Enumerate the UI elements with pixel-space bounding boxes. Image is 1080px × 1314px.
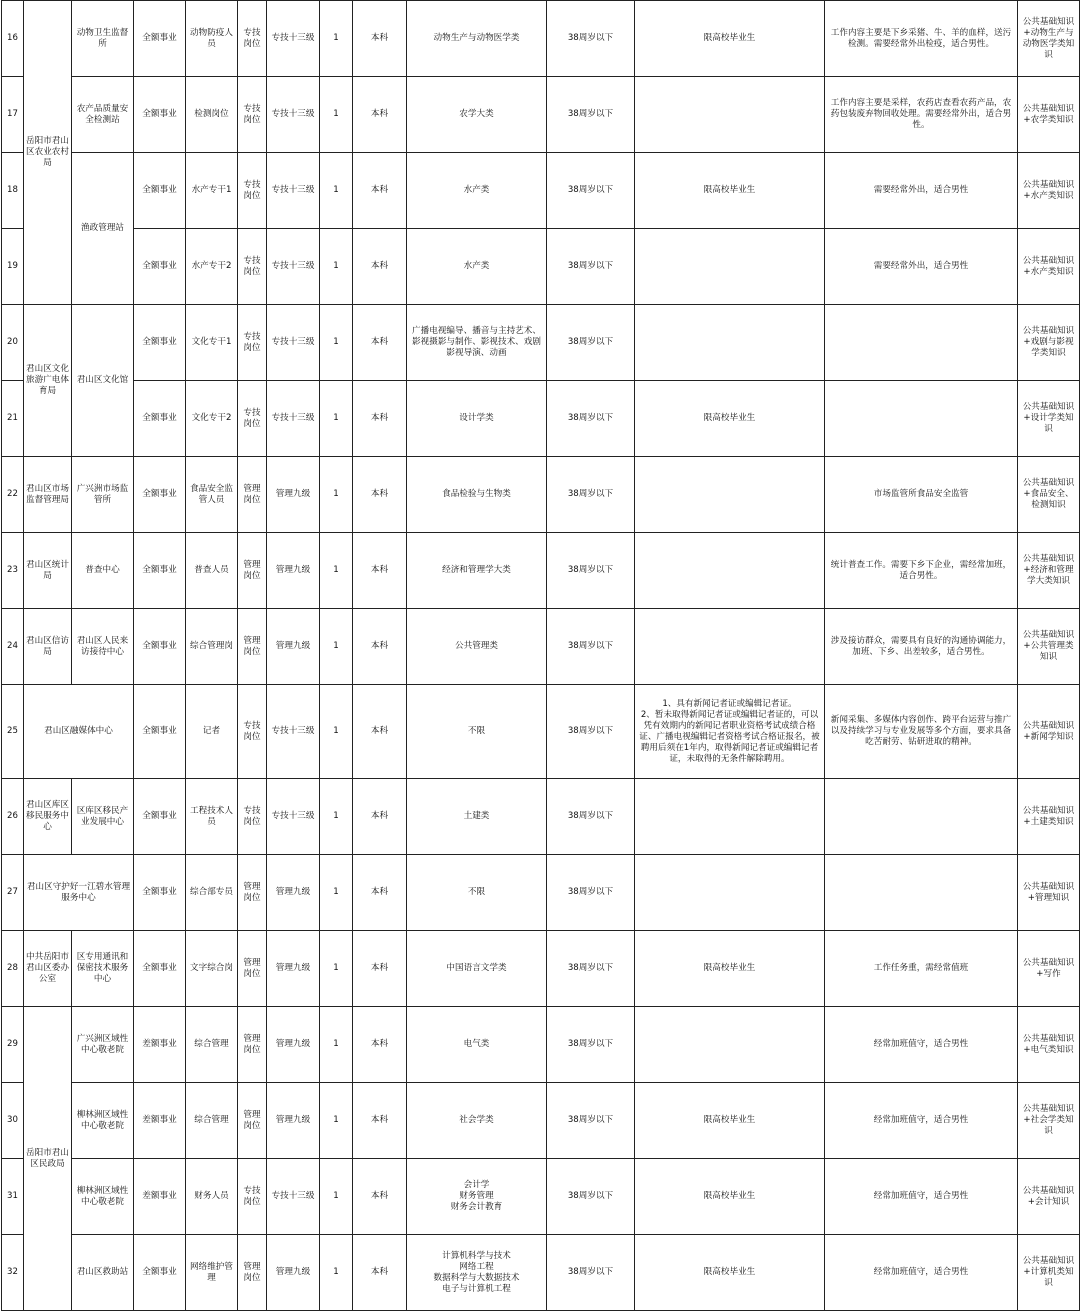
post-name-cell: 普查人员 [186, 533, 238, 609]
exam-cell: 公共基础知识+土建类知识 [1018, 779, 1080, 855]
unit-cell: 柳林洲区域性中心敬老院 [72, 1159, 134, 1235]
note-cell: 统计普查工作。需要下乡下企业，需经常加班，适合男性。 [825, 533, 1018, 609]
exam-cell: 公共基础知识+管理知识 [1018, 855, 1080, 931]
row-number: 31 [2, 1159, 24, 1235]
note-cell: 工作内容主要是下乡采猪、牛、羊的血样，送污检测。需要经常外出检疫，适合男性。 [825, 1, 1018, 77]
count-cell: 1 [320, 305, 353, 381]
education-cell: 本科 [353, 1083, 407, 1159]
major-cell: 会计学 财务管理 财务会计教育 [407, 1159, 547, 1235]
note-cell: 经常加班值守，适合男性 [825, 1007, 1018, 1083]
unit-cell: 柳林洲区域性中心敬老院 [72, 1083, 134, 1159]
post-name-cell: 网络维护管理 [186, 1235, 238, 1311]
table-row [2, 1235, 1080, 1311]
other-requirement-cell [635, 533, 825, 609]
age-cell: 38周岁以下 [547, 305, 635, 381]
age-cell: 38周岁以下 [547, 931, 635, 1007]
post-name-cell: 工程技术人员 [186, 779, 238, 855]
unit-cell: 渔政管理站 [72, 153, 134, 305]
age-cell: 38周岁以下 [547, 533, 635, 609]
row-number: 18 [2, 153, 24, 229]
exam-cell: 公共基础知识+农学类知识 [1018, 77, 1080, 153]
post-name-cell: 综合管理岗 [186, 609, 238, 685]
major-cell: 食品检验与生物类 [407, 457, 547, 533]
education-cell: 本科 [353, 1, 407, 77]
exam-cell: 公共基础知识+公共管理类知识 [1018, 609, 1080, 685]
count-cell: 1 [320, 685, 353, 779]
post-name-cell: 水产专干2 [186, 229, 238, 305]
fund-type-cell: 全额事业 [134, 931, 186, 1007]
count-cell: 1 [320, 77, 353, 153]
fund-type-cell: 差额事业 [134, 1159, 186, 1235]
exam-cell: 公共基础知识+水产类知识 [1018, 229, 1080, 305]
table-row [2, 685, 1080, 779]
unit-cell: 君山区文化馆 [72, 305, 134, 457]
row-number: 22 [2, 457, 24, 533]
major-cell: 计算机科学与技术 网络工程 数据科学与大数据技术 电子与计算机工程 [407, 1235, 547, 1311]
grade-cell: 专技十三级 [267, 1159, 320, 1235]
exam-cell: 公共基础知识+设计学类知识 [1018, 381, 1080, 457]
fund-type-cell: 全额事业 [134, 1235, 186, 1311]
age-cell: 38周岁以下 [547, 457, 635, 533]
table-row [2, 533, 1080, 609]
note-cell: 经常加班值守，适合男性 [825, 1159, 1018, 1235]
table-row [2, 153, 1080, 229]
count-cell: 1 [320, 457, 353, 533]
major-cell: 土建类 [407, 779, 547, 855]
fund-type-cell: 全额事业 [134, 609, 186, 685]
count-cell: 1 [320, 533, 353, 609]
unit-cell: 普查中心 [72, 533, 134, 609]
row-number: 27 [2, 855, 24, 931]
row-number: 21 [2, 381, 24, 457]
other-requirement-cell [635, 305, 825, 381]
post-name-cell: 文字综合岗 [186, 931, 238, 1007]
major-cell: 电气类 [407, 1007, 547, 1083]
exam-cell: 公共基础知识+新闻学知识 [1018, 685, 1080, 779]
exam-cell: 公共基础知识+食品安全、检测知识 [1018, 457, 1080, 533]
note-cell: 涉及接访群众，需要具有良好的沟通协调能力，加班、下乡、出差较多，适合男性。 [825, 609, 1018, 685]
post-type-cell: 专技岗位 [238, 1159, 267, 1235]
row-number: 32 [2, 1235, 24, 1311]
table-row [2, 305, 1080, 381]
age-cell: 38周岁以下 [547, 1083, 635, 1159]
table-row [2, 779, 1080, 855]
other-requirement-cell: 1、具有新闻记者证或编辑记者证。 2、暂未取得新闻记者证或编辑记者证的，可以凭有效期内的新闻记者职业资格考试成绩合格证、广播电视编辑记者资格考试合格证报名，被聘用后须在1年内，取得新闻记者证或编辑记者证，未取得的无条件解除聘用。 [635, 685, 825, 779]
count-cell: 1 [320, 229, 353, 305]
org-cell: 君山区文化旅游广电体育局 [24, 305, 72, 457]
fund-type-cell: 差额事业 [134, 1083, 186, 1159]
org-cell: 君山区信访局 [24, 609, 72, 685]
post-type-cell: 专技岗位 [238, 77, 267, 153]
age-cell: 38周岁以下 [547, 229, 635, 305]
age-cell: 38周岁以下 [547, 153, 635, 229]
row-number: 23 [2, 533, 24, 609]
note-cell: 经常加班值守，适合男性 [825, 1083, 1018, 1159]
org-cell: 岳阳市君山区民政局 [24, 1007, 72, 1311]
grade-cell: 管理九级 [267, 457, 320, 533]
major-cell: 不限 [407, 685, 547, 779]
education-cell: 本科 [353, 533, 407, 609]
post-type-cell: 管理岗位 [238, 1007, 267, 1083]
major-cell: 社会学类 [407, 1083, 547, 1159]
count-cell: 1 [320, 1159, 353, 1235]
fund-type-cell: 全额事业 [134, 229, 186, 305]
row-number: 25 [2, 685, 24, 779]
post-type-cell: 管理岗位 [238, 1083, 267, 1159]
post-type-cell: 管理岗位 [238, 1235, 267, 1311]
major-cell: 经济和管理学大类 [407, 533, 547, 609]
grade-cell: 管理九级 [267, 1007, 320, 1083]
exam-cell: 公共基础知识+电气类知识 [1018, 1007, 1080, 1083]
row-number: 29 [2, 1007, 24, 1083]
post-name-cell: 综合管理 [186, 1007, 238, 1083]
unit-cell: 君山区救助站 [72, 1235, 134, 1311]
post-name-cell: 水产专干1 [186, 153, 238, 229]
table-row [2, 229, 1080, 305]
exam-cell: 公共基础知识+水产类知识 [1018, 153, 1080, 229]
age-cell: 38周岁以下 [547, 779, 635, 855]
unit-cell: 区专用通讯和保密技术服务中心 [72, 931, 134, 1007]
post-type-cell: 专技岗位 [238, 229, 267, 305]
note-cell [825, 381, 1018, 457]
major-cell: 水产类 [407, 229, 547, 305]
fund-type-cell: 全额事业 [134, 685, 186, 779]
unit-cell: 区库区移民产业发展中心 [72, 779, 134, 855]
exam-cell: 公共基础知识+社会学类知识 [1018, 1083, 1080, 1159]
other-requirement-cell [635, 609, 825, 685]
fund-type-cell: 全额事业 [134, 77, 186, 153]
fund-type-cell: 全额事业 [134, 533, 186, 609]
table-row [2, 77, 1080, 153]
age-cell: 38周岁以下 [547, 381, 635, 457]
education-cell: 本科 [353, 457, 407, 533]
other-requirement-cell: 限高校毕业生 [635, 1235, 825, 1311]
recruitment-table [1, 0, 1080, 1311]
post-type-cell: 专技岗位 [238, 305, 267, 381]
fund-type-cell: 全额事业 [134, 153, 186, 229]
count-cell: 1 [320, 153, 353, 229]
education-cell: 本科 [353, 305, 407, 381]
note-cell: 市场监管所食品安全监管 [825, 457, 1018, 533]
age-cell: 38周岁以下 [547, 77, 635, 153]
grade-cell: 管理九级 [267, 931, 320, 1007]
org-cell: 君山区融媒体中心 [24, 685, 134, 779]
post-name-cell: 财务人员 [186, 1159, 238, 1235]
education-cell: 本科 [353, 931, 407, 1007]
exam-cell: 公共基础知识+会计知识 [1018, 1159, 1080, 1235]
other-requirement-cell [635, 229, 825, 305]
grade-cell: 管理九级 [267, 533, 320, 609]
education-cell: 本科 [353, 1007, 407, 1083]
grade-cell: 专技十三级 [267, 229, 320, 305]
table-row [2, 609, 1080, 685]
count-cell: 1 [320, 855, 353, 931]
education-cell: 本科 [353, 685, 407, 779]
row-number: 16 [2, 1, 24, 77]
post-type-cell: 管理岗位 [238, 931, 267, 1007]
education-cell: 本科 [353, 609, 407, 685]
table-row [2, 381, 1080, 457]
row-number: 28 [2, 931, 24, 1007]
unit-cell: 动物卫生监督所 [72, 1, 134, 77]
note-cell: 经常加班值守，适合男性 [825, 1235, 1018, 1311]
education-cell: 本科 [353, 77, 407, 153]
grade-cell: 专技十三级 [267, 77, 320, 153]
table-row [2, 1159, 1080, 1235]
post-type-cell: 管理岗位 [238, 855, 267, 931]
other-requirement-cell [635, 77, 825, 153]
unit-cell: 广兴洲市场监管所 [72, 457, 134, 533]
major-cell: 广播电视编导、播音与主持艺术、影视摄影与制作、影视技术、戏剧影视导演、动画 [407, 305, 547, 381]
row-number: 17 [2, 77, 24, 153]
unit-cell: 君山区人民来访接待中心 [72, 609, 134, 685]
other-requirement-cell: 限高校毕业生 [635, 931, 825, 1007]
education-cell: 本科 [353, 153, 407, 229]
post-type-cell: 专技岗位 [238, 381, 267, 457]
exam-cell: 公共基础知识+写作 [1018, 931, 1080, 1007]
grade-cell: 管理九级 [267, 855, 320, 931]
other-requirement-cell [635, 779, 825, 855]
unit-cell: 广兴洲区域性中心敬老院 [72, 1007, 134, 1083]
other-requirement-cell: 限高校毕业生 [635, 381, 825, 457]
grade-cell: 专技十三级 [267, 305, 320, 381]
note-cell: 需要经常外出，适合男性 [825, 153, 1018, 229]
exam-cell: 公共基础知识+经济和管理学大类知识 [1018, 533, 1080, 609]
count-cell: 1 [320, 1083, 353, 1159]
row-number: 24 [2, 609, 24, 685]
education-cell: 本科 [353, 1159, 407, 1235]
note-cell: 工作任务重，需经常值班 [825, 931, 1018, 1007]
post-name-cell: 文化专干2 [186, 381, 238, 457]
grade-cell: 专技十三级 [267, 1, 320, 77]
note-cell [825, 855, 1018, 931]
post-name-cell: 检测岗位 [186, 77, 238, 153]
org-cell: 君山区统计局 [24, 533, 72, 609]
fund-type-cell: 全额事业 [134, 779, 186, 855]
post-name-cell: 综合部专员 [186, 855, 238, 931]
count-cell: 1 [320, 609, 353, 685]
row-number: 26 [2, 779, 24, 855]
other-requirement-cell: 限高校毕业生 [635, 1083, 825, 1159]
age-cell: 38周岁以下 [547, 1159, 635, 1235]
org-cell: 岳阳市君山区农业农村局 [24, 1, 72, 305]
post-type-cell: 专技岗位 [238, 779, 267, 855]
major-cell: 不限 [407, 855, 547, 931]
post-name-cell: 动物防疫人员 [186, 1, 238, 77]
count-cell: 1 [320, 1235, 353, 1311]
count-cell: 1 [320, 779, 353, 855]
org-cell: 中共岳阳市君山区委办公室 [24, 931, 72, 1007]
table-row [2, 1, 1080, 77]
other-requirement-cell [635, 1007, 825, 1083]
other-requirement-cell [635, 457, 825, 533]
org-cell: 君山区守护好一江碧水管理服务中心 [24, 855, 134, 931]
major-cell: 农学大类 [407, 77, 547, 153]
fund-type-cell: 全额事业 [134, 1, 186, 77]
note-cell [825, 779, 1018, 855]
row-number: 30 [2, 1083, 24, 1159]
major-cell: 水产类 [407, 153, 547, 229]
education-cell: 本科 [353, 855, 407, 931]
age-cell: 38周岁以下 [547, 685, 635, 779]
major-cell: 中国语言文学类 [407, 931, 547, 1007]
fund-type-cell: 全额事业 [134, 855, 186, 931]
exam-cell: 公共基础知识+计算机类知识 [1018, 1235, 1080, 1311]
post-name-cell: 记者 [186, 685, 238, 779]
age-cell: 38周岁以下 [547, 1235, 635, 1311]
age-cell: 38周岁以下 [547, 1007, 635, 1083]
education-cell: 本科 [353, 229, 407, 305]
post-type-cell: 专技岗位 [238, 153, 267, 229]
post-name-cell: 食品安全监管人员 [186, 457, 238, 533]
grade-cell: 专技十三级 [267, 381, 320, 457]
education-cell: 本科 [353, 381, 407, 457]
table-row [2, 1007, 1080, 1083]
post-name-cell: 综合管理 [186, 1083, 238, 1159]
count-cell: 1 [320, 381, 353, 457]
row-number: 19 [2, 229, 24, 305]
major-cell: 公共管理类 [407, 609, 547, 685]
major-cell: 设计学类 [407, 381, 547, 457]
fund-type-cell: 差额事业 [134, 1007, 186, 1083]
table-row [2, 931, 1080, 1007]
fund-type-cell: 全额事业 [134, 381, 186, 457]
grade-cell: 专技十三级 [267, 153, 320, 229]
post-type-cell: 管理岗位 [238, 457, 267, 533]
org-cell: 君山区库区移民服务中心 [24, 779, 72, 855]
education-cell: 本科 [353, 779, 407, 855]
fund-type-cell: 全额事业 [134, 457, 186, 533]
row-number: 20 [2, 305, 24, 381]
grade-cell: 管理九级 [267, 1235, 320, 1311]
age-cell: 38周岁以下 [547, 609, 635, 685]
count-cell: 1 [320, 1007, 353, 1083]
age-cell: 38周岁以下 [547, 1, 635, 77]
other-requirement-cell: 限高校毕业生 [635, 1, 825, 77]
post-name-cell: 文化专干1 [186, 305, 238, 381]
grade-cell: 管理九级 [267, 609, 320, 685]
table-row [2, 855, 1080, 931]
post-type-cell: 管理岗位 [238, 609, 267, 685]
exam-cell: 公共基础知识+动物生产与动物医学类知识 [1018, 1, 1080, 77]
post-type-cell: 专技岗位 [238, 685, 267, 779]
major-cell: 动物生产与动物医学类 [407, 1, 547, 77]
org-cell: 君山区市场监督管理局 [24, 457, 72, 533]
grade-cell: 专技十三级 [267, 685, 320, 779]
note-cell: 需要经常外出，适合男性 [825, 229, 1018, 305]
table-row [2, 1083, 1080, 1159]
table-row [2, 457, 1080, 533]
other-requirement-cell: 限高校毕业生 [635, 153, 825, 229]
fund-type-cell: 全额事业 [134, 305, 186, 381]
post-type-cell: 管理岗位 [238, 533, 267, 609]
age-cell: 38周岁以下 [547, 855, 635, 931]
note-cell: 新闻采集、多媒体内容创作、跨平台运营与推广以及持续学习与专业发展等多个方面，要求具备吃苦耐劳、钻研进取的精神。 [825, 685, 1018, 779]
education-cell: 本科 [353, 1235, 407, 1311]
note-cell: 工作内容主要是采样，农药店查看农药产品，农药包装废弃物回收处理。需要经常外出，适合男性。 [825, 77, 1018, 153]
exam-cell: 公共基础知识+戏剧与影视学类知识 [1018, 305, 1080, 381]
grade-cell: 专技十三级 [267, 779, 320, 855]
count-cell: 1 [320, 931, 353, 1007]
post-type-cell: 专技岗位 [238, 1, 267, 77]
other-requirement-cell [635, 855, 825, 931]
unit-cell: 农产品质量安全检测站 [72, 77, 134, 153]
grade-cell: 管理九级 [267, 1083, 320, 1159]
count-cell: 1 [320, 1, 353, 77]
note-cell [825, 305, 1018, 381]
other-requirement-cell: 限高校毕业生 [635, 1159, 825, 1235]
